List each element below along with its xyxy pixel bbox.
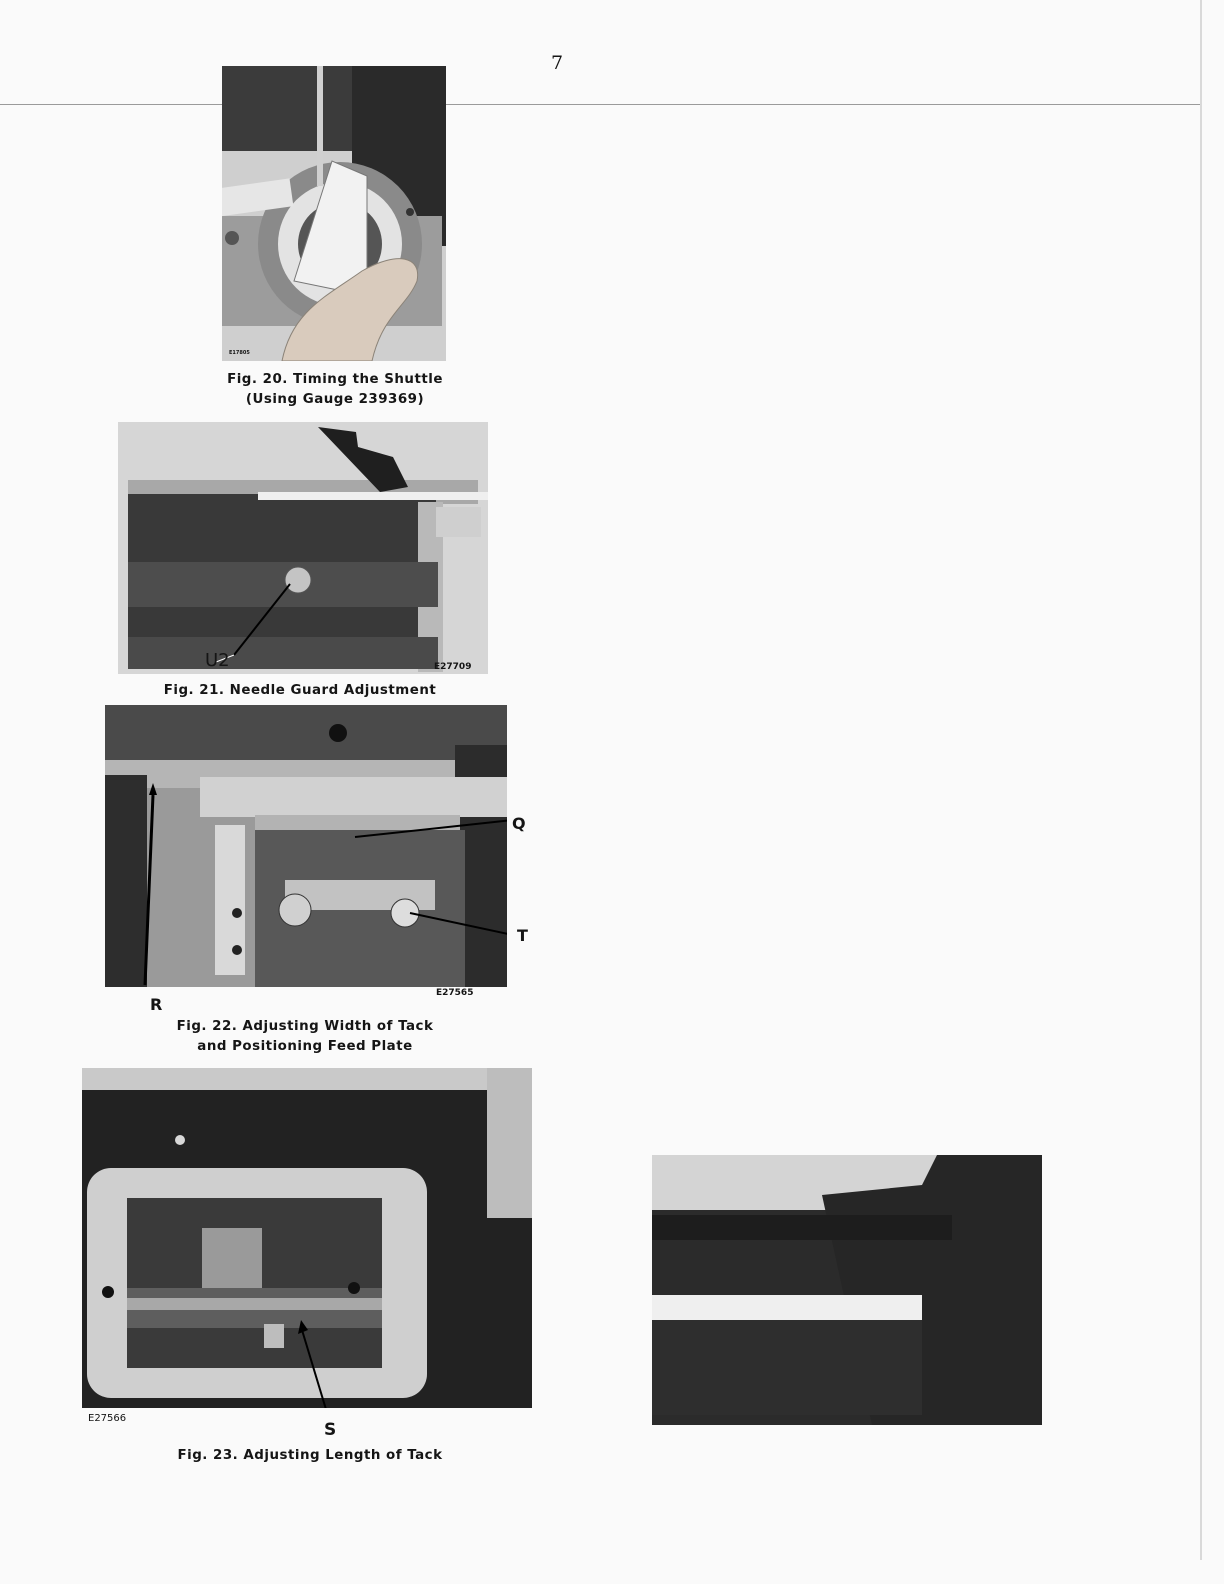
fig23-caption: Fig. 23. Adjusting Length of Tack [177,1448,443,1463]
fig22-label-q: Q [512,814,526,833]
page-edge [1200,0,1202,1560]
fig20-caption-line2: (Using Gauge 239369) [245,392,425,407]
fig22-photo [105,705,507,987]
fig20-code: E17805 [229,350,250,356]
fig22-label-t: T [517,926,528,945]
page-number: 7 [551,52,564,74]
fig24-photo [652,1155,1042,1425]
fig21-photo [118,422,488,674]
fig22-caption-line1: Fig. 22. Adjusting Width of Tack [176,1019,434,1034]
fig21-caption: Fig. 21. Needle Guard Adjustment [163,683,437,698]
fig23-code: E27566 [88,1413,127,1424]
fig21-label-u2: U2 [205,650,230,671]
fig20-caption-line1: Fig. 20. Timing the Shuttle [227,372,443,387]
fig23-photo [82,1068,532,1408]
fig21-code: E27709 [434,662,472,672]
fig22-caption-line2: and Positioning Feed Plate [197,1039,413,1054]
fig22-label-r: R [150,995,163,1014]
header-rule [0,104,1200,105]
fig22-caption [155,1017,455,1057]
fig20-caption [215,370,455,410]
fig22-code: E27565 [436,988,474,998]
fig23-label-s: S [324,1420,337,1440]
fig20-photo [222,66,446,361]
